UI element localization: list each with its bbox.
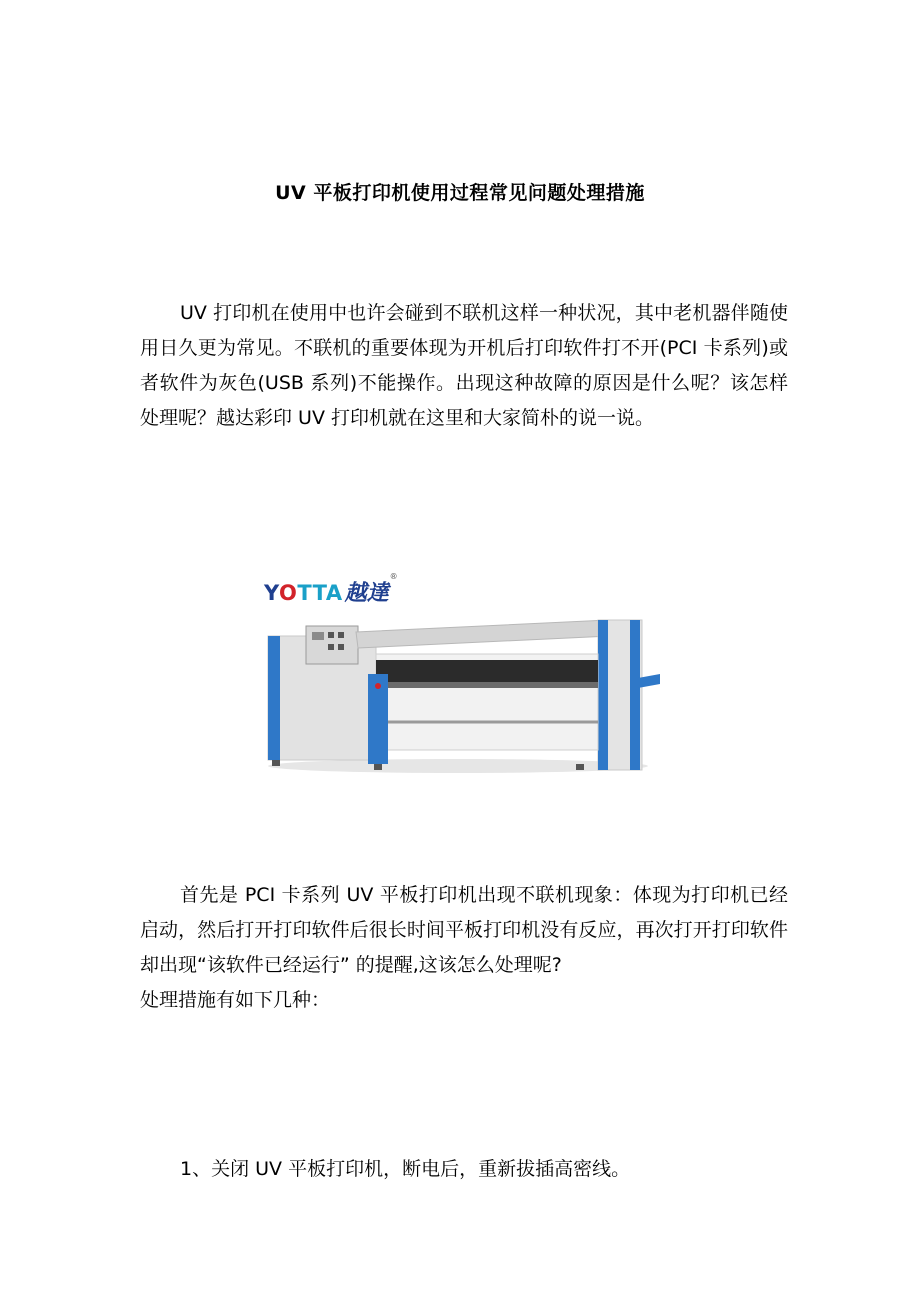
document-title: UV 平板打印机使用过程常见问题处理措施 bbox=[275, 182, 645, 204]
control-button-3 bbox=[328, 644, 334, 650]
paragraph-intro: UV 打印机在使用中也许会碰到不联机这样一种状况，其中老机器伴随使用日久更为常见。不联机的重要体现为开机后打印软件打不开(PCI 卡系列)或者软件为灰色(USB 系列)不能操作。出现这种故障的原因是什么呢？该怎样处理呢？越达彩印 UV 打印机就在这里和大家简朴的说一说。 bbox=[140, 302, 788, 429]
logo-letter-o: O bbox=[278, 581, 298, 605]
right-blue-edge bbox=[630, 620, 640, 770]
foot-3 bbox=[272, 760, 280, 766]
emergency-button bbox=[375, 683, 381, 689]
paragraph-step-1: 1、关闭 UV 平板打印机，断电后，重新拔插高密线。 bbox=[180, 1158, 631, 1180]
yotta-logo bbox=[264, 570, 398, 606]
control-button-4 bbox=[338, 644, 344, 650]
uv-flatbed-printer-image bbox=[258, 614, 662, 776]
foot-1 bbox=[374, 764, 382, 770]
paragraph-pci-text: 首先是 PCI 卡系列 UV 平板打印机出现不联机现象：体现为打印机已经启动，然后打开打印软件后很长时间平板打印机没有反应，再次打开打印软件却出现“该软件已经运行” 的提醒,这该怎么处理呢? bbox=[140, 884, 788, 976]
right-blue-panel bbox=[598, 620, 608, 770]
foot-2 bbox=[576, 764, 584, 770]
left-blue-panel bbox=[268, 636, 280, 760]
floor-shadow bbox=[268, 759, 648, 773]
logo-latin bbox=[264, 580, 343, 606]
logo-chinese: 越達 bbox=[344, 580, 389, 606]
top-beam bbox=[356, 620, 610, 648]
logo-letters-tta: TTA bbox=[297, 581, 343, 605]
registered-mark: ® bbox=[389, 572, 398, 581]
control-button-1 bbox=[328, 632, 334, 638]
control-button-2 bbox=[338, 632, 344, 638]
paragraph-pci bbox=[140, 878, 788, 1018]
paragraph-solutions-intro: 处理措施有如下几种： bbox=[140, 989, 331, 1011]
control-display bbox=[312, 632, 324, 640]
printer-figure bbox=[258, 566, 662, 776]
logo-letter-y: Y bbox=[264, 581, 279, 605]
black-roller bbox=[376, 660, 598, 682]
roller-shadow bbox=[376, 682, 598, 688]
